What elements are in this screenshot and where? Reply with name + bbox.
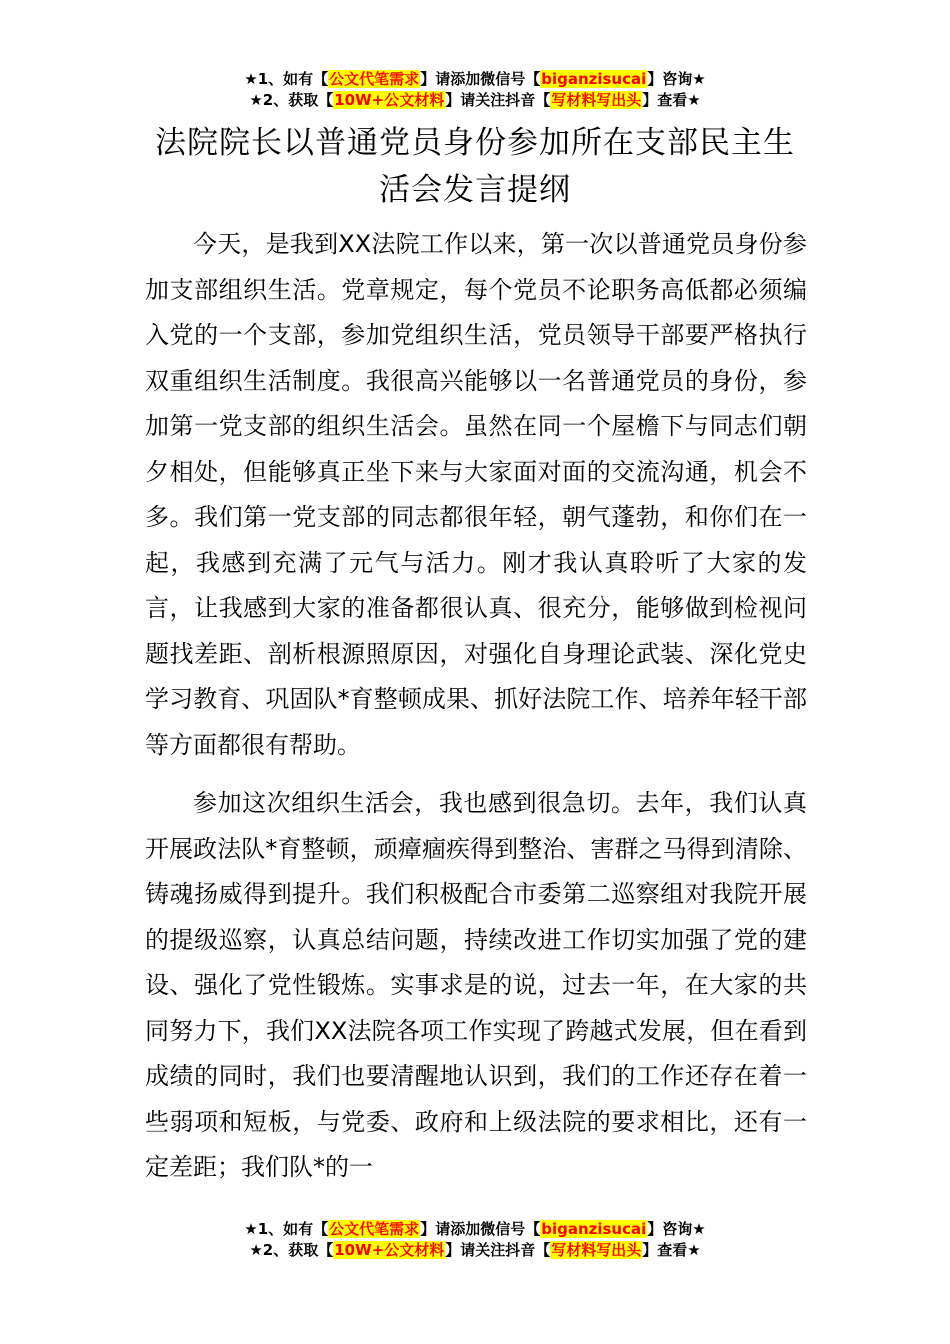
document-title: 法院院长以普通党员身份参加所在支部民主生活会发言提纲	[155, 125, 795, 208]
banner-text: 】查看★	[642, 1241, 701, 1259]
banner-text: 】请添加微信号【	[420, 70, 541, 88]
banner-text: ★2、获取【	[249, 91, 334, 109]
highlight-douyin: 写材料写出头	[551, 91, 642, 109]
banner-line-2	[0, 1240, 950, 1261]
banner-line-1	[0, 1219, 950, 1240]
bottom-banner	[0, 1219, 950, 1261]
banner-text: 】咨询★	[647, 1220, 706, 1238]
highlight-wechat-id: biganzisucai	[541, 1220, 647, 1238]
paragraph-1: 今天，是我到XX法院工作以来，第一次以普通党员身份参加支部组织生活。党章规定，每个党员不论职务高低都必须编入党的一个支部，参加党组织生活，党员领导干部要严格执行双重组织生活制度。我很高兴能够以一名普通党员的身份，参加第一党支部的组织生活会。虽然在同一个屋檐下与同志们朝夕相处，但能够真正坐下来与大家面对面的交流沟通，机会不多。我们第一党支部的同志都很年轻，朝气蓬勃，和你们在一起，我感到充满了元气与活力。刚才我认真聆听了大家的发言，让我感到大家的准备都很认真、很充分，能够做到检视问题找差距、剖析根源照原因，对强化自身理论武装、深化党史学习教育、巩固队*育整顿成果、抓好法院工作、培养年轻干部等方面都很有帮助。	[145, 230, 807, 759]
highlight-service: 公文代笔需求	[329, 1220, 420, 1238]
banner-text: ★1、如有【	[244, 70, 329, 88]
banner-text: 】查看★	[642, 91, 701, 109]
banner-text: 】请关注抖音【	[445, 91, 551, 109]
banner-text: 】咨询★	[647, 70, 706, 88]
highlight-service: 公文代笔需求	[329, 70, 420, 88]
highlight-wechat-id: biganzisucai	[541, 70, 647, 88]
banner-text: ★1、如有【	[244, 1220, 329, 1238]
banner-line-1	[0, 69, 950, 90]
highlight-materials: 10W+公文材料	[334, 1241, 445, 1259]
banner-text: 】请添加微信号【	[420, 1220, 541, 1238]
document-body	[145, 222, 807, 1204]
top-banner	[0, 69, 950, 111]
banner-line-2	[0, 90, 950, 111]
paragraph-2: 参加这次组织生活会，我也感到很急切。去年，我们认真开展政法队*育整顿，顽瘴痼疾得到整治、害群之马得到清除、铸魂扬威得到提升。我们积极配合市委第二巡察组对我院开展的提级巡察，认真总结问题，持续改进工作切实加强了党的建设、强化了党性锻炼。实事求是的说，过去一年，在大家的共同努力下，我们XX法院各项工作实现了跨越式发展，但在看到成绩的同时，我们也要清醒地认识到，我们的工作还存在着一些弱项和短板，与党委、政府和上级法院的要求相比，还有一定差距；我们队*的一	[145, 789, 807, 1181]
highlight-materials: 10W+公文材料	[334, 91, 445, 109]
banner-text: 】请关注抖音【	[445, 1241, 551, 1259]
banner-text: ★2、获取【	[249, 1241, 334, 1259]
highlight-douyin: 写材料写出头	[551, 1241, 642, 1259]
